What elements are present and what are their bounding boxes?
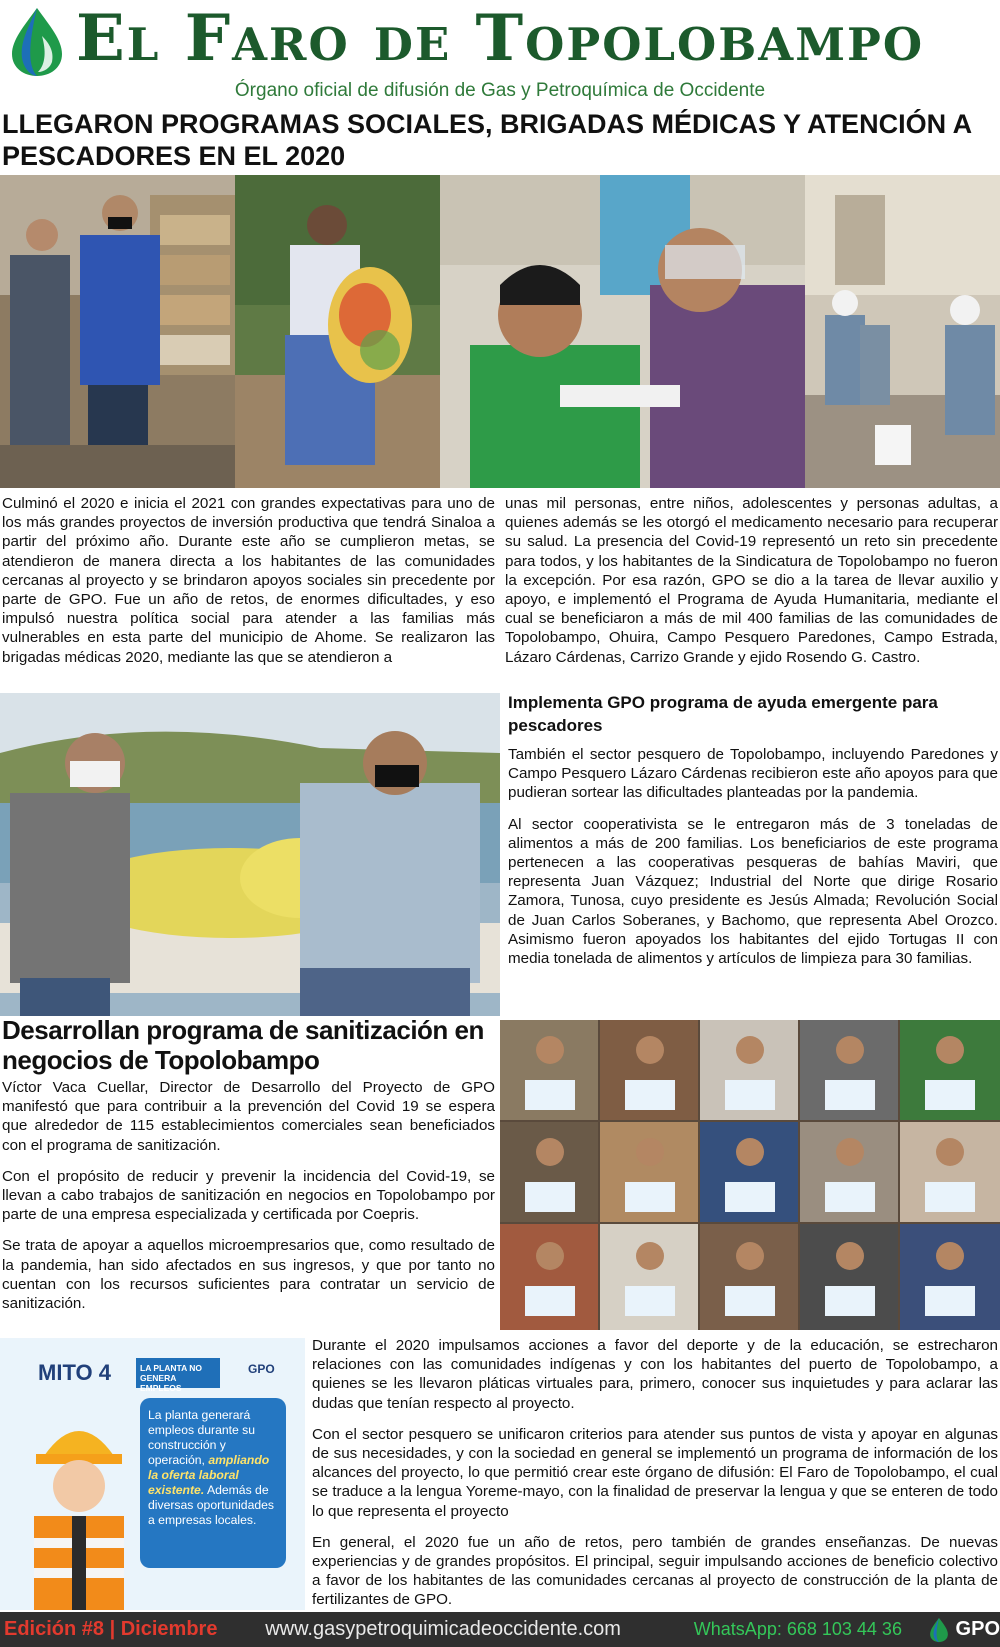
article4-paragraph-2: Con el sector pesquero se unificaron criterios para atender sus puntos de vista y apoyar en algunas de sus necesidades, y con la sociedad en general se implementó un programa de información de los alcances del proyecto, lo que permitió crear este órgano de difusión: El Faro de Topolobampo, el cual se traduce a la lengua Yoreme-mayo, con la finalidad de preservar la lengua y que se enteren de todo lo que representa el proyecto <box>312 1425 998 1520</box>
construction-worker-icon <box>14 1398 144 1610</box>
mito-tag: LA PLANTA NO GENERA EMPLEOS <box>136 1358 220 1388</box>
article1-column-left: Culminó el 2020 e inicia el 2021 con grandes expectativas para uno de los más grandes proyectos de inversión productiva que tendrá Sinaloa a partir del próximo año. Durante este año se cumplieron metas, se atendieron de manera directa a los habitantes de las comunidades cercanas al proyecto y se brindaron apoyos sociales sin precedente por parte de GPO. Fue un año de retos, de enormes dificultades, y eso impulsó nuestra política social para atender a las familias más vulnerables en esta parte del municipio de Ahome. Se realizaron las brigadas médicas 2020, mediante las que se atendieron a <box>2 495 495 666</box>
footer-brand <box>928 1617 1000 1643</box>
article4-paragraph-3: En general, el 2020 fue un año de retos, pero también de grandes enseñanzas. De nuevas experiencias y de grandes propósitos. El principal, seguir impulsando acciones de beneficio colectivo a favor de los habitantes de las comunidades cercanas al proyecto de construcción de la planta de fertilizantes de GPO. <box>312 1533 998 1609</box>
photo-woman-with-food-bag <box>235 175 440 488</box>
edition-label: Edición #8 | Diciembre <box>4 1618 218 1640</box>
mito-text-c: Además de diversas oportunidades a empresas locales. <box>148 1483 275 1527</box>
mito-brand: GPO <box>248 1362 275 1376</box>
article2-title: Implementa GPO programa de ayuda emergente para pescadores <box>508 693 938 735</box>
article3-title: Desarrollan programa de sanitización en negocios de Topolobampo <box>2 1015 484 1075</box>
mito-title: MITO 4 <box>38 1360 111 1385</box>
photo-collage-certified-businesses <box>500 1020 1000 1330</box>
newspaper-title: El Faro de Topolobampo <box>76 1 925 76</box>
article3-paragraph-3: Se trata de apoyar a aquellos microempresarios que, como resultado de la pandemia, han sido afectados en sus ingresos, y que por tanto no cuentan con los recursos suficientes para contratar un servicio de sanitización. <box>2 1237 495 1313</box>
photo-food-handover-fishermen <box>0 693 500 1016</box>
photo-medical-checkup-child <box>440 175 805 488</box>
article1-column-right: unas mil personas, entre niños, adolescentes y personas adultas, a quienes además se les otorgó el medicamento necesario para recuperar su salud. La presencia del Covid-19 representó un reto sin precedente para todos, y los habitantes de la Sindicatura de Topolobampo no fueron la excepción. Por esa razón, GPO se dio a la tarea de llevar auxilio y apoyo, e implementó el Programa de Ayuda Humanitaria, mediante el cual se beneficiaron a más de mil 400 familias de las comunidades de Topolobampo, Ohuira, Campo Pesquero Paredones, Campo Estrada, Lázaro Cárdenas, Carrizo Grande y ejido Rosendo G. Castro. <box>505 495 998 666</box>
article4-body <box>312 1336 998 1610</box>
article4-paragraph-1: Durante el 2020 impulsamos acciones a favor del deporte y de la educación, se estrecharon relaciones con las comunidades indígenas y con los habitantes del puerto de Topolobampo, a quienes se les llevaron pláticas virtuales para, primero, conocer sus inquietudes y para aclarar las dudas que tenían respecto al proyecto. <box>312 1337 998 1412</box>
footer-brand-label: GPO <box>955 1618 1000 1640</box>
mito-infographic <box>0 1338 305 1610</box>
mito-text-a: La planta generará empleos durante su construcción y operación, <box>148 1408 256 1467</box>
newspaper-subtitle: Órgano oficial de difusión de Gas y Petroquímica de Occidente <box>234 80 766 101</box>
article2-body <box>508 745 998 968</box>
main-headline: LLEGARON PROGRAMAS SOCIALES, BRIGADAS MÉDICAS Y ATENCIÓN A PESCADORES EN EL 2020 <box>2 109 972 171</box>
footer-bar <box>0 1612 1000 1647</box>
photo-community-donations <box>0 175 235 488</box>
article3-paragraph-2: Con el propósito de reducir y prevenir la incidencia del Covid-19, se llevan a cabo trabajos de sanitización en negocios en Topolobampo por parte de una empresa especializada y certificada por Coepris. <box>2 1167 495 1224</box>
article2-paragraph-1: También el sector pesquero de Topolobampo, incluyendo Paredones y Campo Pesquero Lázaro Cárdenas recibieron este año apoyos para que pudieran sortear las dificultades planteadas por la pandemia. <box>508 746 998 802</box>
gpo-drop-logo-icon <box>928 1617 950 1643</box>
article2-paragraph-2: Al sector cooperativista se le entregaron más de 3 toneladas de alimentos a más de 200 familias. Los beneficiarios de este programa pertenecen a las cooperativas pesqueras de bahías Maviri, que representa Juan Vázquez; Industrial del Norte que dirige Rosario Zamora, Tunosa, cuyo presidente es Jesús Almada; Revolución Social de Juan Carlos Soberanes, y Bachomo, que representa Abel Orozco. Asimismo fueron apoyados los habitantes del ejido Tortugas II con media tonelada de alimentos y artículos de limpieza para 30 familias. <box>508 815 998 968</box>
gpo-drop-logo-icon <box>6 6 68 78</box>
masthead <box>0 0 1000 108</box>
article3-body <box>2 1078 495 1313</box>
website-link[interactable]: www.gasypetroquimicadeoccidente.com <box>265 1618 621 1640</box>
whatsapp-contact[interactable]: WhatsApp: 668 103 44 36 <box>693 1619 902 1639</box>
mito-text-b: ampliando la oferta laboral existente. <box>148 1453 270 1497</box>
article3-paragraph-1: Víctor Vaca Cuellar, Director de Desarrollo del Proyecto de GPO manifestó que para contribuir a la prevención del Covid 19 se espera que alrededor de 115 establecimientos comerciales sean beneficiados con el programa de sanitización. <box>2 1079 495 1154</box>
mito-text-box <box>140 1398 286 1568</box>
photo-construction-workers <box>805 175 1000 488</box>
